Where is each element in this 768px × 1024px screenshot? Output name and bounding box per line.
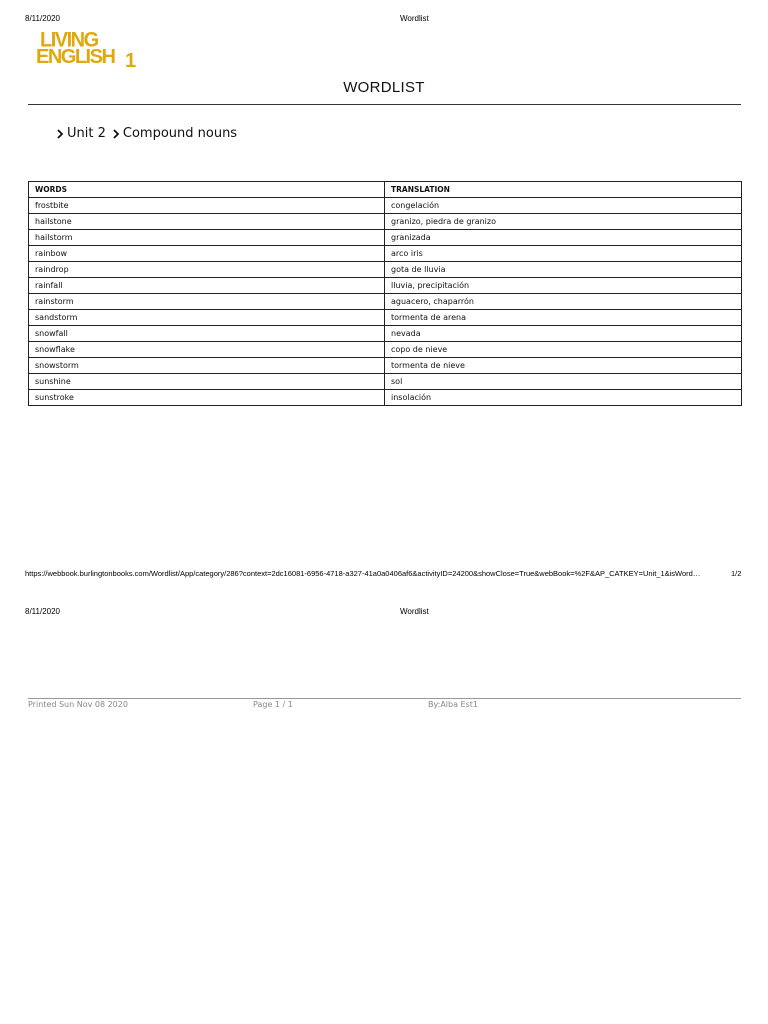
word-cell: sunshine	[29, 374, 385, 390]
breadcrumb-item-category[interactable]: Compound nouns	[122, 126, 238, 141]
logo-line-1: LIVING	[40, 28, 98, 52]
translation-cell: nevada	[385, 326, 742, 342]
table-row	[29, 214, 742, 230]
living-english-logo	[36, 30, 146, 72]
table-header-row	[29, 182, 742, 198]
translation-cell: granizo, piedra de granizo	[385, 214, 742, 230]
print-header-title: Wordlist	[400, 14, 429, 23]
chevron-right-icon	[56, 128, 64, 140]
logo-number: 1	[125, 50, 135, 72]
word-cell: hailstorm	[29, 230, 385, 246]
table-row	[29, 326, 742, 342]
table-row	[29, 358, 742, 374]
printed-date: Printed Sun Nov 08 2020	[28, 700, 128, 709]
translation-cell: congelación	[385, 198, 742, 214]
table-row	[29, 374, 742, 390]
wordlist-table	[28, 181, 742, 406]
word-cell: hailstone	[29, 214, 385, 230]
translation-cell: insolación	[385, 390, 742, 406]
word-cell: rainbow	[29, 246, 385, 262]
word-cell: rainfall	[29, 278, 385, 294]
table-row	[29, 246, 742, 262]
table-row	[29, 278, 742, 294]
table-row	[29, 198, 742, 214]
translation-cell: copo de nieve	[385, 342, 742, 358]
translation-cell: lluvia, precipitación	[385, 278, 742, 294]
translation-cell: arco iris	[385, 246, 742, 262]
table-row	[29, 262, 742, 278]
table-row	[29, 342, 742, 358]
print-footer-page: 1/2	[731, 569, 742, 578]
breadcrumb	[56, 126, 243, 142]
translation-cell: sol	[385, 374, 742, 390]
word-cell: sunstroke	[29, 390, 385, 406]
word-cell: snowflake	[29, 342, 385, 358]
second-header-date: 8/11/2020	[25, 607, 60, 616]
word-cell: rainstorm	[29, 294, 385, 310]
translation-cell: aguacero, chaparrón	[385, 294, 742, 310]
table-row	[29, 310, 742, 326]
table-row	[29, 294, 742, 310]
translation-cell: tormenta de nieve	[385, 358, 742, 374]
print-footer-url: https://webbook.burlingtonbooks.com/Wordlist/App/category/286?context=2dc16081-6956-4718-a327-41a0a0406af6&activityID=24200&showClose=True&webBook=%2F&AP_CATKEY=Unit_1&isWord…	[25, 569, 701, 578]
footer-divider	[28, 698, 741, 699]
table-row	[29, 390, 742, 406]
translation-cell: granizada	[385, 230, 742, 246]
word-cell: raindrop	[29, 262, 385, 278]
breadcrumb-item-unit[interactable]: Unit 2	[67, 126, 106, 141]
word-cell: snowstorm	[29, 358, 385, 374]
table-row	[29, 230, 742, 246]
translation-cell: gota de lluvia	[385, 262, 742, 278]
column-header-translation: TRANSLATION	[385, 182, 742, 198]
second-header-title: Wordlist	[400, 607, 429, 616]
printed-by: By:Alba Est1	[428, 700, 479, 709]
chevron-right-icon	[112, 128, 120, 140]
logo-line-2: ENGLISH	[36, 46, 115, 68]
footer-page-number: Page 1 / 1	[253, 700, 293, 709]
print-header-date: 8/11/2020	[25, 14, 60, 23]
page-title: WORDLIST	[343, 79, 425, 96]
translation-cell: tormenta de arena	[385, 310, 742, 326]
title-divider	[28, 104, 741, 105]
word-cell: sandstorm	[29, 310, 385, 326]
column-header-words: WORDS	[29, 182, 385, 198]
word-cell: frostbite	[29, 198, 385, 214]
word-cell: snowfall	[29, 326, 385, 342]
